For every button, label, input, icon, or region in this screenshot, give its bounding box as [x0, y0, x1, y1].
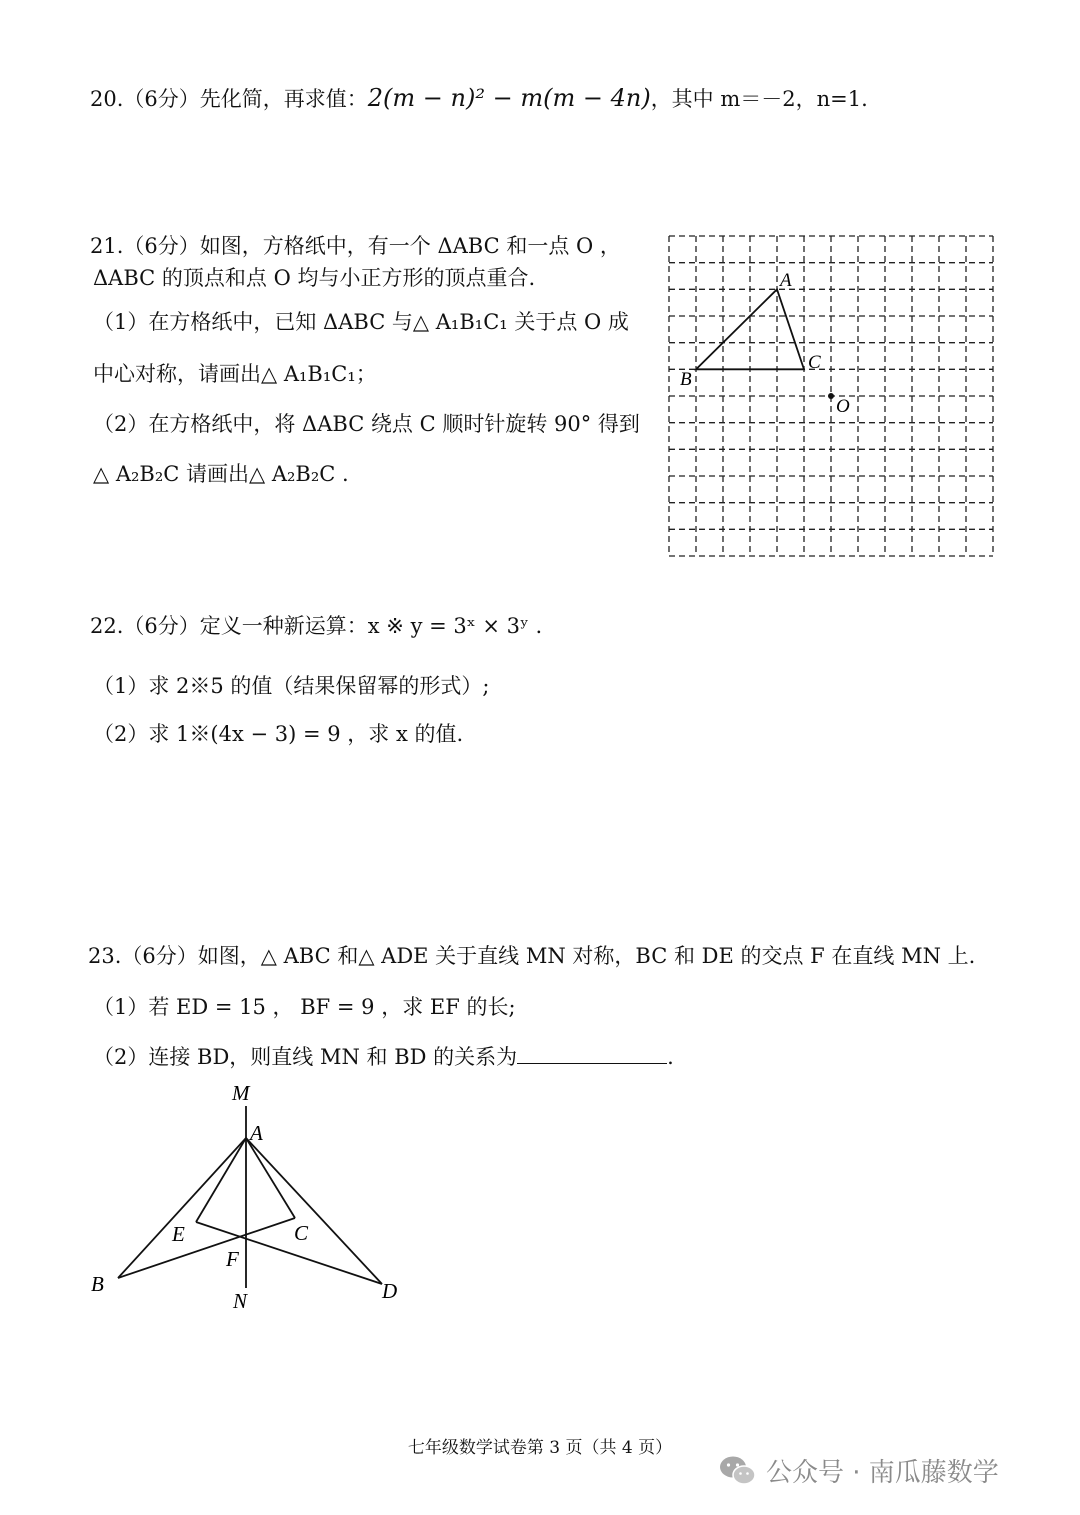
segment-ac: [246, 1138, 295, 1218]
q21-grid-figure: [660, 228, 1010, 568]
q20-line: [90, 84, 868, 113]
q23-part2-end: .: [667, 1045, 674, 1069]
q23-number: 23.: [88, 944, 122, 968]
watermark-text: 公众号 · 南瓜藤数学: [766, 1458, 999, 1488]
q22-line1: [90, 614, 542, 639]
q21-part2-line2: △ A₂B₂C 请画出△ A₂B₂C .: [93, 462, 349, 486]
fig-label-e: E: [172, 1222, 185, 1246]
fig-label-f: F: [226, 1247, 239, 1271]
q20-text-after: ，其中 m＝－2，n=1.: [650, 87, 868, 111]
page-footer: 七年级数学试卷第 3 页（共 4 页）: [407, 1438, 673, 1458]
fig-label-d: D: [382, 1279, 398, 1303]
wechat-icon: [718, 1454, 758, 1488]
q23-part2-text: （2）连接 BD，则直线 MN 和 BD 的关系为: [93, 1045, 518, 1069]
q23-part1: （1）若 ED = 15 ， BF = 9 ，求 EF 的长;: [93, 995, 516, 1019]
q21-part1-line2: 中心对称，请画出△ A₁B₁C₁；: [93, 362, 377, 386]
q20-text-before: 先化简，再求值：: [199, 87, 368, 111]
q23-figure: [80, 1078, 420, 1318]
q21-score: （6分）: [123, 234, 200, 258]
q20-score: （6分）: [123, 87, 200, 111]
fig-label-c: C: [294, 1221, 309, 1245]
q22-part1: （1）求 2※5 的值（结果保留幂的形式）;: [93, 674, 490, 698]
q21-part2-line1: （2）在方格纸中，将 ΔABC 绕点 C 顺时针旋转 90° 得到: [93, 412, 640, 436]
answer-blank[interactable]: [517, 1045, 667, 1064]
q21-part1-line1: （1）在方格纸中，已知 ΔABC 与△ A₁B₁C₁ 关于点 O 成: [93, 310, 629, 334]
q21-line2: ΔABC 的顶点和点 O 均与小正方形的顶点重合.: [93, 266, 536, 290]
q22-part2: （2）求 1※(4x − 3) = 9 ，求 x 的值.: [93, 722, 464, 746]
q21-line1: [90, 234, 621, 259]
q23-part2: [93, 1045, 674, 1070]
q23-text-line1: 如图，△ ABC 和△ ADE 关于直线 MN 对称，BC 和 DE 的交点 F 在直线 MN 上.: [197, 944, 976, 968]
q20-expression: 2(m − n)² − m(m − 4n): [367, 84, 651, 112]
q22-number: 22.: [90, 614, 124, 638]
fig-label-n: N: [233, 1289, 248, 1313]
grid-label-a: A: [780, 270, 792, 291]
q21-text-line1: 如图，方格纸中，有一个 ΔABC 和一点 O ，: [199, 234, 621, 258]
q22-text-line1: 定义一种新运算：x ※ y = 3ˣ × 3ʸ .: [199, 614, 543, 638]
fig-label-a: A: [250, 1121, 263, 1145]
q21-number: 21.: [90, 234, 124, 258]
grid-label-b: B: [680, 369, 692, 390]
point-o: [828, 393, 834, 399]
grid-label-c: C: [808, 352, 821, 373]
q23-score: （6分）: [121, 944, 198, 968]
q20-number: 20.: [90, 87, 124, 111]
fig-label-m: M: [232, 1081, 250, 1105]
fig-label-b: B: [91, 1272, 104, 1296]
q22-score: （6分）: [123, 614, 200, 638]
grid-label-o: O: [836, 396, 850, 417]
segment-ae: [196, 1138, 246, 1222]
watermark: [718, 1452, 999, 1489]
q23-line1: [88, 944, 975, 969]
